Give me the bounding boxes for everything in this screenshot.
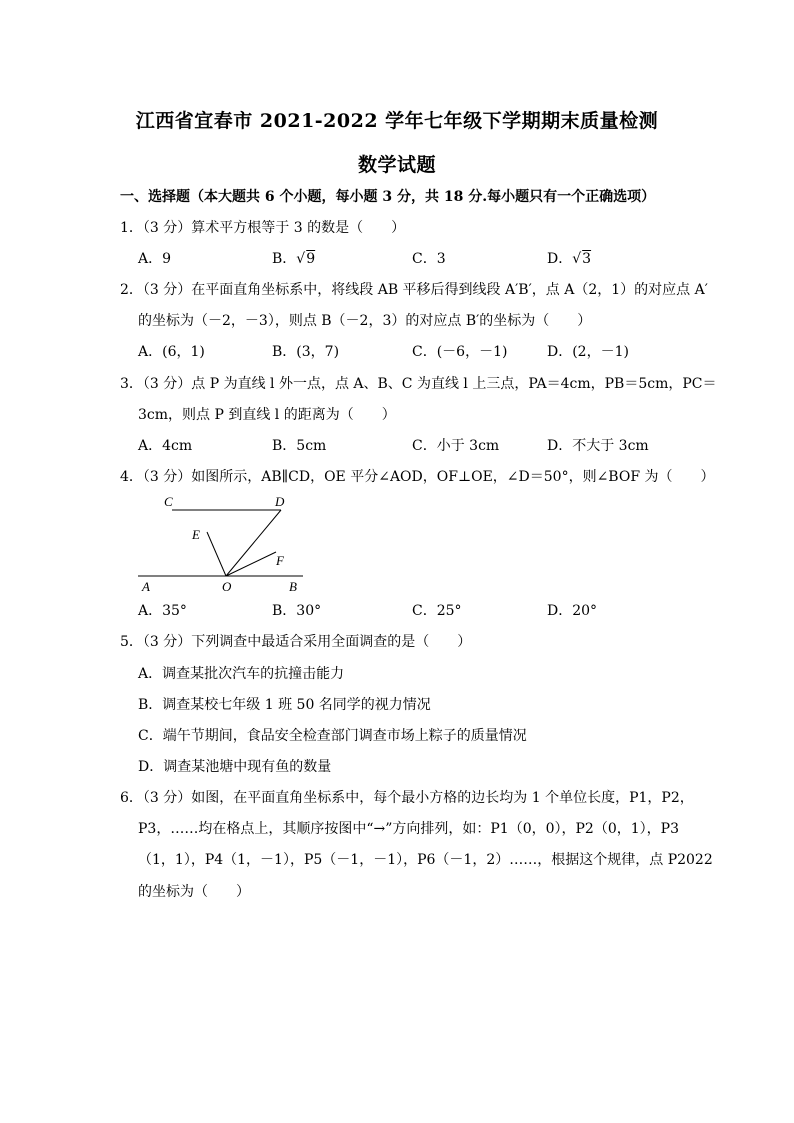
exam-title: 江西省宜春市 2021-2022 学年七年级下学期期末质量检测 <box>135 110 659 132</box>
q4-option-a: A．35° <box>138 603 187 619</box>
question-6-line-2: P3，……均在格点上，其顺序按图中“→”方向排列，如：P1（0，0），P2（0，1），P3 <box>138 821 679 837</box>
q4-option-c: C．25° <box>412 603 462 619</box>
question-6-line-4: 的坐标为（ ） <box>138 884 250 900</box>
q1-option-d-prefix: D． <box>547 251 573 267</box>
label-f: F <box>276 553 284 568</box>
label-a: A <box>142 579 150 594</box>
q3-option-c: C．小于 3cm <box>412 438 500 454</box>
q5-option-d: D．调查某池塘中现有鱼的数量 <box>138 759 332 775</box>
q3-option-d: D．不大于 3cm <box>547 438 649 454</box>
label-o: O <box>222 579 232 594</box>
q1-option-d-radicand: 3 <box>582 251 592 267</box>
question-3-line-2: 3cm，则点 P 到直线 l 的距离为（ ） <box>138 407 396 423</box>
ray-od <box>226 510 281 576</box>
ray-oe <box>207 532 226 576</box>
q3-option-a: A．4cm <box>138 438 193 454</box>
q2-option-d: D．(2，－1) <box>547 344 629 360</box>
question-2-line-2: 的坐标为（－2，－3），则点 B（－2，3）的对应点 B′的坐标为（ ） <box>138 313 592 329</box>
sqrt-symbol: √9 <box>296 251 316 267</box>
label-b: B <box>289 579 297 594</box>
q1-option-b-prefix: B． <box>272 251 297 267</box>
question-1-stem: 1．（3 分）算术平方根等于 3 的数是（ ） <box>120 220 406 236</box>
label-c: C <box>164 494 173 509</box>
q4-option-b: B．30° <box>272 603 322 619</box>
q1-option-a: A．9 <box>138 251 172 267</box>
exam-subtitle: 数学试题 <box>357 154 436 176</box>
question-6-line-3: （1，1），P4（1，－1），P5（－1，－1），P6（－1，2）……，根据这个规律，点 P2022 <box>138 852 713 868</box>
ray-of <box>226 552 276 576</box>
q1-option-b-radicand: 9 <box>306 251 316 267</box>
q5-option-a: A．调查某批次汽车的抗撞击能力 <box>138 666 345 682</box>
question-5-stem: 5．（3 分）下列调查中最适合采用全面调查的是（ ） <box>120 634 472 650</box>
q2-option-b: B．(3，7) <box>272 344 340 360</box>
question-2-line-1: 2．（3 分）在平面直角坐标系中，将线段 AB 平移后得到线段 A′B′，点 A（2，1）的对应点 A′ <box>120 282 708 298</box>
q5-option-b: B．调查某校七年级 1 班 50 名同学的视力情况 <box>138 697 431 713</box>
q1-option-d <box>547 249 591 269</box>
q4-option-d: D．20° <box>547 603 598 619</box>
sqrt-symbol: √3 <box>572 251 592 267</box>
q1-option-b <box>272 249 315 269</box>
question-4-stem: 4．（3 分）如图所示，AB∥CD，OE 平分∠AOD，OF⊥OE，∠D＝50°，则∠BOF 为（ ） <box>120 469 715 485</box>
q3-option-b: B．5cm <box>272 438 327 454</box>
q1-option-c: C．3 <box>412 251 446 267</box>
q5-option-c: C．端午节期间，食品安全检查部门调查市场上粽子的质量情况 <box>138 728 527 744</box>
label-d: D <box>275 494 285 509</box>
section-heading: 一、选择题（本大题共 6 个小题，每小题 3 分，共 18 分.每小题只有一个正确选项） <box>120 189 656 205</box>
label-e: E <box>192 527 200 542</box>
q2-option-c: C．(－6，－1) <box>412 344 508 360</box>
question-6-line-1: 6．（3 分）如图，在平面直角坐标系中，每个最小方格的边长均为 1 个单位长度，P1，P2， <box>120 790 694 806</box>
q4-geometry-figure <box>135 490 310 600</box>
q2-option-a: A．(6，1) <box>138 344 205 360</box>
question-3-line-1: 3．（3 分）点 P 为直线 l 外一点，点 A、B、C 为直线 l 上三点，PA＝4cm，PB＝5cm，PC＝ <box>120 376 717 392</box>
